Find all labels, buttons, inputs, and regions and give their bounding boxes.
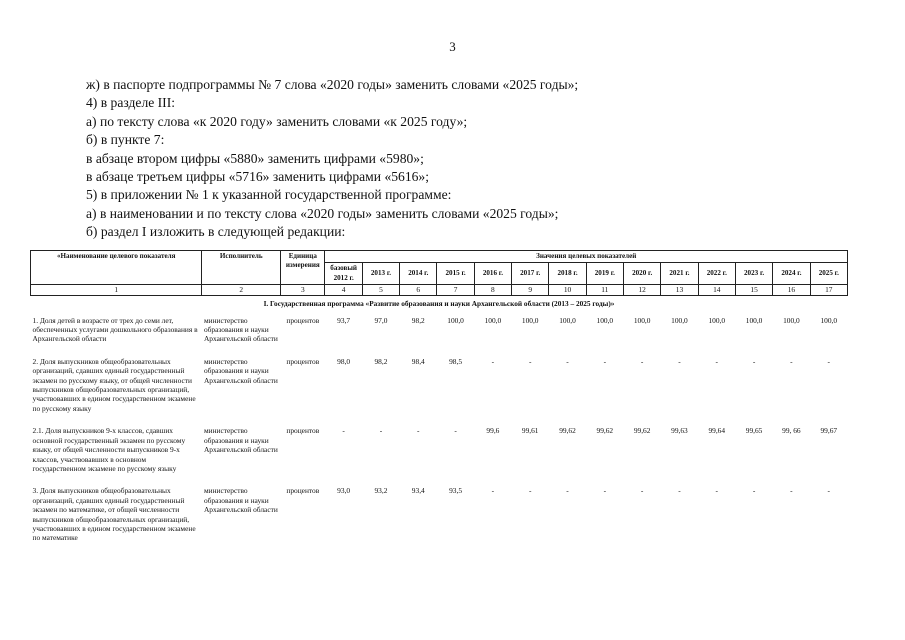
header-year: 2015 г. (437, 263, 474, 285)
column-number: 6 (400, 285, 437, 296)
unit-cell: процентов (286, 426, 320, 436)
header-year: 2021 г. (661, 263, 698, 285)
header-year: 2025 г. (810, 263, 847, 285)
value-cell: 98,2 (411, 315, 425, 325)
executor-cell: министерство образования и науки Архангельской области (203, 426, 278, 455)
value-cell: 100,0 (745, 315, 763, 325)
unit-cell: процентов (286, 356, 320, 366)
value-cell: - (528, 486, 532, 496)
value-cell: - (678, 486, 681, 496)
header-year: 2013 г. (362, 263, 399, 285)
table-row (31, 485, 848, 554)
column-number: 9 (512, 285, 549, 296)
section-title: I. Государственная программа «Развитие образования и науки Архангельской области (2013 – 2025 годы)» (263, 299, 615, 309)
header-year: 2024 г. (773, 263, 810, 285)
page-number: 3 (449, 39, 456, 54)
value-cell: 99,6 (486, 426, 500, 436)
value-cell: 100,0 (783, 315, 800, 325)
column-number: 1 (31, 285, 202, 296)
value-cell: 100,0 (708, 315, 726, 325)
value-cell: - (752, 356, 756, 366)
value-cell: - (491, 356, 495, 366)
value-cell: - (790, 356, 793, 366)
executor-cell: министерство образования и науки Архангельской области (203, 315, 278, 344)
value-cell: 97,0 (374, 315, 388, 325)
amendment-line: а) в наименовании и по тексту слова «2020 годы» заменить словами «2025 годы»; (86, 205, 559, 221)
amendment-line: а) по тексту слова «к 2020 году» заменить словами «к 2025 году»; (86, 113, 468, 129)
header-unit: Единица измерения (281, 251, 325, 285)
value-cell: 99,61 (521, 426, 539, 436)
value-cell: - (603, 356, 607, 366)
amendment-line: ж) в паспорте подпрограммы № 7 слова «2020 годы» заменить словами «2025 годы»; (86, 77, 579, 92)
value-cell: 98,0 (337, 356, 351, 366)
value-cell: 100,0 (559, 315, 576, 325)
value-cell: 98,4 (411, 356, 425, 366)
amendment-line: б) в пункте 7: (86, 132, 165, 148)
executor-cell: министерство образования и науки Архангельской области (203, 356, 278, 385)
amendments-text (86, 76, 826, 242)
value-cell: - (790, 486, 793, 496)
indicator-name: 3. Доля выпускников общеобразовательных организаций, сдавших единый государственный экзамен по математике, от общей численности выпускников общеобразовательных организаций, участвовавших в едином государственном экзамене по математике (32, 486, 196, 543)
header-year: 2017 г. (512, 263, 549, 285)
value-cell: 99,62 (633, 426, 651, 436)
value-cell: - (566, 356, 569, 366)
value-cell: 98,5 (449, 356, 463, 366)
column-number: 17 (810, 285, 847, 296)
indicator-name: 2. Доля выпускников общеобразовательных организаций, сдавших единый государственный экзамен по русскому языку, от общей численности выпускников общеобразовательных организаций, участвовавших в едином государственном экзамене по русскому языку (32, 356, 196, 413)
column-number: 12 (623, 285, 660, 296)
header-year: 2014 г. (400, 263, 437, 285)
value-cell: 99,65 (745, 426, 763, 436)
value-cell: 100,0 (521, 315, 539, 325)
amendment-line: б) раздел I изложить в следующей редакции: (86, 224, 346, 240)
value-cell: - (640, 486, 644, 496)
value-cell: 98,2 (374, 356, 388, 366)
value-cell: - (342, 426, 345, 436)
header-year: 2023 г. (735, 263, 772, 285)
value-cell: 99,62 (559, 426, 576, 436)
header-values-group: Значения целевых показателей (325, 251, 848, 263)
column-number: 14 (698, 285, 735, 296)
value-cell: - (454, 426, 457, 436)
indicator-name: 2.1. Доля выпускников 9-х классов, сдавших основной государственный экзамен по русскому языку, от общей численности выпускников 9-х классов, участвовавших в основном государственном экзамене по русскому языку (32, 426, 186, 473)
amendment-line: 4) в разделе III: (86, 95, 176, 111)
value-cell: - (528, 356, 532, 366)
indicators-table (30, 250, 848, 555)
column-numbers-row (31, 285, 848, 296)
value-cell: 100,0 (596, 315, 614, 325)
column-number: 2 (202, 285, 281, 296)
header-indicator: «Наименование целевого показателя (31, 251, 202, 285)
value-cell: - (715, 356, 718, 366)
table-row (31, 356, 848, 425)
value-cell: - (827, 356, 830, 366)
column-number: 7 (437, 285, 474, 296)
amendment-line: в абзаце втором цифры «5880» заменить цифрами «5980»; (86, 150, 424, 166)
value-cell: - (491, 486, 495, 496)
header-year: 2019 г. (586, 263, 623, 285)
section-title-row (31, 296, 848, 315)
value-cell: 99,64 (708, 426, 726, 436)
value-cell: - (752, 486, 756, 496)
unit-cell: процентов (286, 315, 320, 325)
column-number: 5 (362, 285, 399, 296)
value-cell: - (827, 486, 830, 496)
value-cell: 93,7 (337, 315, 351, 325)
column-number: 13 (661, 285, 698, 296)
value-cell: 93,5 (449, 486, 463, 496)
value-cell: - (678, 356, 681, 366)
value-cell: 99, 66 (782, 426, 801, 436)
value-cell: - (379, 426, 383, 436)
value-cell: 99,63 (671, 426, 688, 436)
value-cell: 93,2 (374, 486, 388, 496)
header-executor: Исполнитель (202, 251, 281, 285)
table-row (31, 315, 848, 356)
value-cell: 100,0 (484, 315, 502, 325)
value-cell: 100,0 (820, 315, 838, 325)
table-row (31, 425, 848, 485)
value-cell: - (715, 486, 718, 496)
indicator-name: 1. Доля детей в возрасте от трех до семи лет, обеспеченных услугами дошкольного образования в Архангельской области (32, 315, 198, 344)
column-number: 8 (474, 285, 511, 296)
value-cell: - (566, 486, 569, 496)
column-number: 16 (773, 285, 810, 296)
value-cell: 93,4 (411, 486, 425, 496)
header-year: базовый 2012 г. (325, 263, 362, 285)
unit-cell: процентов (286, 486, 320, 496)
amendment-line: 5) в приложении № 1 к указанной государственной программе: (86, 187, 452, 203)
value-cell: - (417, 426, 420, 436)
table-header-row (31, 251, 848, 263)
value-cell: - (603, 486, 607, 496)
executor-cell: министерство образования и науки Архангельской области (203, 486, 278, 515)
column-number: 10 (549, 285, 586, 296)
amendment-line: в абзаце третьем цифры «5716» заменить цифрами «5616»; (86, 169, 430, 185)
value-cell: 99,67 (820, 426, 838, 436)
header-year: 2018 г. (549, 263, 586, 285)
column-number: 4 (325, 285, 362, 296)
column-number: 11 (586, 285, 623, 296)
value-cell: 93,0 (337, 486, 351, 496)
value-cell: - (640, 356, 644, 366)
header-year: 2016 г. (474, 263, 511, 285)
header-year: 2022 г. (698, 263, 735, 285)
value-cell: 100,0 (671, 315, 688, 325)
value-cell: 100,0 (447, 315, 464, 325)
column-number: 15 (735, 285, 772, 296)
value-cell: 99,62 (596, 426, 614, 436)
column-number: 3 (281, 285, 325, 296)
value-cell: 100,0 (633, 315, 651, 325)
header-year: 2020 г. (623, 263, 660, 285)
